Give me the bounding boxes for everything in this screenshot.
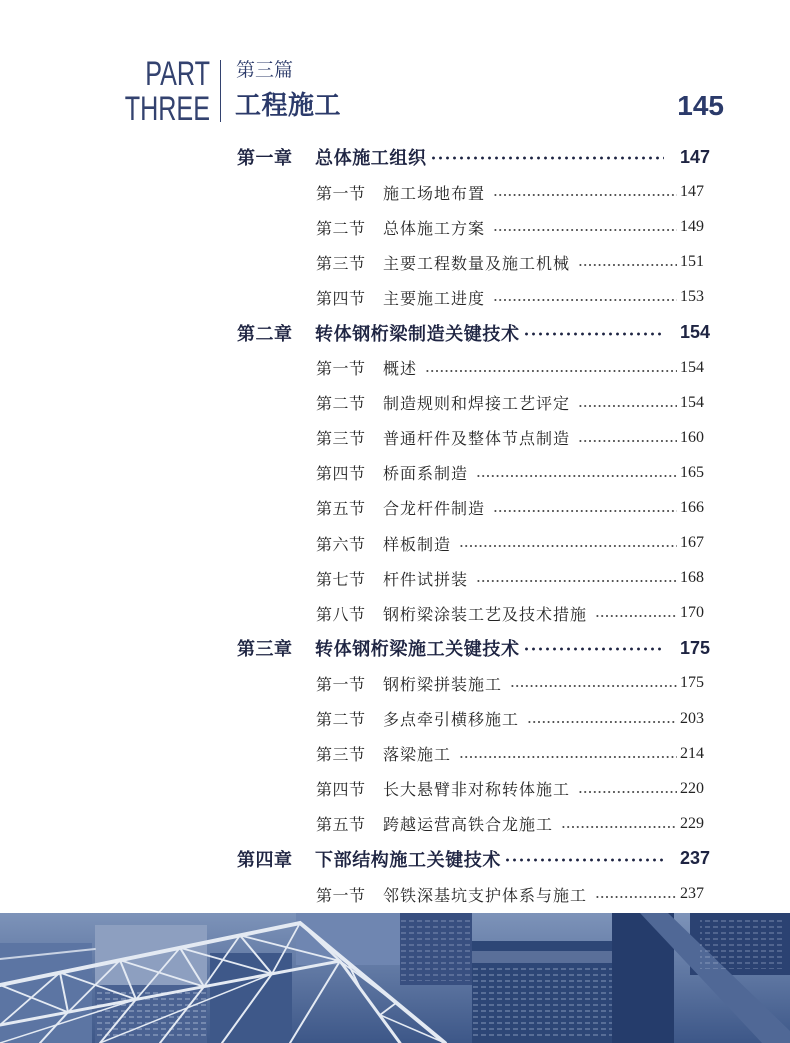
dot-leader [523, 331, 664, 337]
section-row [316, 561, 704, 596]
volume-title: 工程施工 [235, 91, 342, 121]
section-title: 合龙杆件制造 [383, 499, 486, 519]
section-page-number: 165 [680, 463, 704, 481]
dot-leader [493, 193, 677, 197]
dot-leader [493, 509, 677, 513]
section-title: 落梁施工 [383, 745, 452, 765]
section-title: 钢桁梁拼装施工 [383, 674, 503, 694]
section-label: 第三节 [316, 253, 366, 273]
chapter-row [237, 841, 710, 876]
section-title: 桥面系制造 [383, 464, 469, 484]
section-title: 杆件试拼装 [383, 569, 469, 589]
dot-leader [595, 614, 677, 618]
dot-leader [578, 404, 677, 408]
section-page-number: 149 [680, 218, 704, 236]
section-row [316, 736, 704, 771]
dot-leader [527, 720, 677, 724]
section-label: 第二节 [316, 394, 366, 414]
section-title: 长大悬臂非对称转体施工 [383, 780, 571, 800]
section-title: 钢桁梁涂装工艺及技术措施 [383, 604, 588, 624]
section-row [316, 701, 704, 736]
part-number: THREE [124, 90, 210, 128]
section-page-number: 154 [680, 358, 704, 376]
chapter-page-number: 237 [679, 848, 710, 869]
dot-leader [493, 228, 677, 232]
volume-label: 第三篇 [236, 59, 294, 81]
section-title: 邻铁深基坑支护体系与施工 [383, 885, 588, 905]
dot-leader [459, 755, 677, 759]
section-title: 样板制造 [383, 534, 452, 554]
chapter-title: 下部结构施工关键技术 [315, 849, 501, 871]
section-page-number: 203 [680, 709, 704, 727]
section-page-number: 147 [680, 183, 704, 201]
chapter-label: 第三章 [237, 639, 293, 661]
section-row [316, 526, 704, 561]
section-title: 主要施工进度 [383, 288, 486, 308]
dot-leader [561, 825, 677, 829]
section-row [316, 490, 704, 525]
section-page-number: 151 [680, 253, 704, 271]
dot-leader [578, 790, 677, 794]
section-label: 第四节 [316, 780, 366, 800]
section-label: 第一节 [316, 674, 366, 694]
section-title: 施工场地布置 [383, 183, 486, 203]
dot-leader [578, 263, 677, 267]
section-label: 第三节 [316, 745, 366, 765]
dot-leader [504, 857, 664, 863]
section-label: 第七节 [316, 569, 366, 589]
chapter-row [237, 140, 710, 175]
section-label: 第一节 [316, 359, 366, 379]
section-label: 第八节 [316, 604, 366, 624]
section-title: 普通杆件及整体节点制造 [383, 429, 571, 449]
section-title: 跨越运营高铁合龙施工 [383, 815, 554, 835]
section-label: 第四节 [316, 464, 366, 484]
section-row [316, 210, 704, 245]
chapter-page-number: 154 [679, 322, 710, 343]
section-row [316, 280, 704, 315]
section-label: 第一节 [316, 885, 366, 905]
section-page-number: 153 [680, 288, 704, 306]
section-title: 多点牵引横移施工 [383, 710, 520, 730]
volume-page-number: 145 [677, 90, 724, 121]
chapter-page-number: 147 [679, 146, 710, 167]
section-row [316, 771, 704, 806]
dot-leader [425, 369, 677, 373]
chapter-label: 第二章 [237, 323, 293, 345]
section-row [316, 175, 704, 210]
section-label: 第六节 [316, 534, 366, 554]
table-of-contents [0, 140, 790, 912]
section-page-number: 170 [680, 604, 704, 622]
section-label: 第五节 [316, 499, 366, 519]
section-row [316, 420, 704, 455]
section-row [316, 596, 704, 631]
dot-leader [493, 298, 677, 302]
section-row [316, 245, 704, 280]
section-page-number: 220 [680, 779, 704, 797]
chapter-label: 第四章 [237, 849, 293, 871]
chapter-title: 转体钢桁梁施工关键技术 [315, 639, 520, 661]
section-title: 制造规则和焊接工艺评定 [383, 394, 571, 414]
section-title: 主要工程数量及施工机械 [383, 253, 571, 273]
part-label: PART [145, 55, 210, 93]
section-label: 第四节 [316, 288, 366, 308]
section-page-number: 168 [680, 569, 704, 587]
section-row [316, 876, 704, 911]
section-page-number: 160 [680, 428, 704, 446]
chapter-row [237, 315, 710, 350]
section-page-number: 229 [680, 814, 704, 832]
chapter-page-number: 175 [679, 637, 710, 658]
section-title: 概述 [383, 359, 418, 379]
section-label: 第二节 [316, 218, 366, 238]
chapter-row [237, 631, 710, 666]
section-row [316, 385, 704, 420]
section-row [316, 350, 704, 385]
section-page-number: 167 [680, 534, 704, 552]
section-row [316, 666, 704, 701]
section-label: 第二节 [316, 710, 366, 730]
section-row [316, 806, 704, 841]
dot-leader [595, 895, 677, 899]
section-page-number: 237 [680, 885, 704, 903]
section-row [316, 455, 704, 490]
section-page-number: 175 [680, 674, 704, 692]
dot-leader [459, 544, 677, 548]
dot-leader [578, 439, 677, 443]
section-page-number: 214 [680, 744, 704, 762]
chapter-title: 总体施工组织 [315, 148, 427, 170]
section-title: 总体施工方案 [383, 218, 486, 238]
dot-leader [476, 474, 677, 478]
section-label: 第五节 [316, 815, 366, 835]
section-label: 第一节 [316, 183, 366, 203]
section-label: 第三节 [316, 429, 366, 449]
chapter-label: 第一章 [237, 148, 293, 170]
dot-leader [523, 646, 664, 652]
section-page-number: 154 [680, 393, 704, 411]
header-divider [220, 60, 221, 122]
bridge-photo [0, 913, 790, 1043]
dot-leader [510, 684, 677, 688]
dot-leader [476, 579, 677, 583]
chapter-title: 转体钢桁梁制造关键技术 [315, 323, 520, 345]
dot-leader [430, 155, 664, 161]
section-page-number: 166 [680, 498, 704, 516]
